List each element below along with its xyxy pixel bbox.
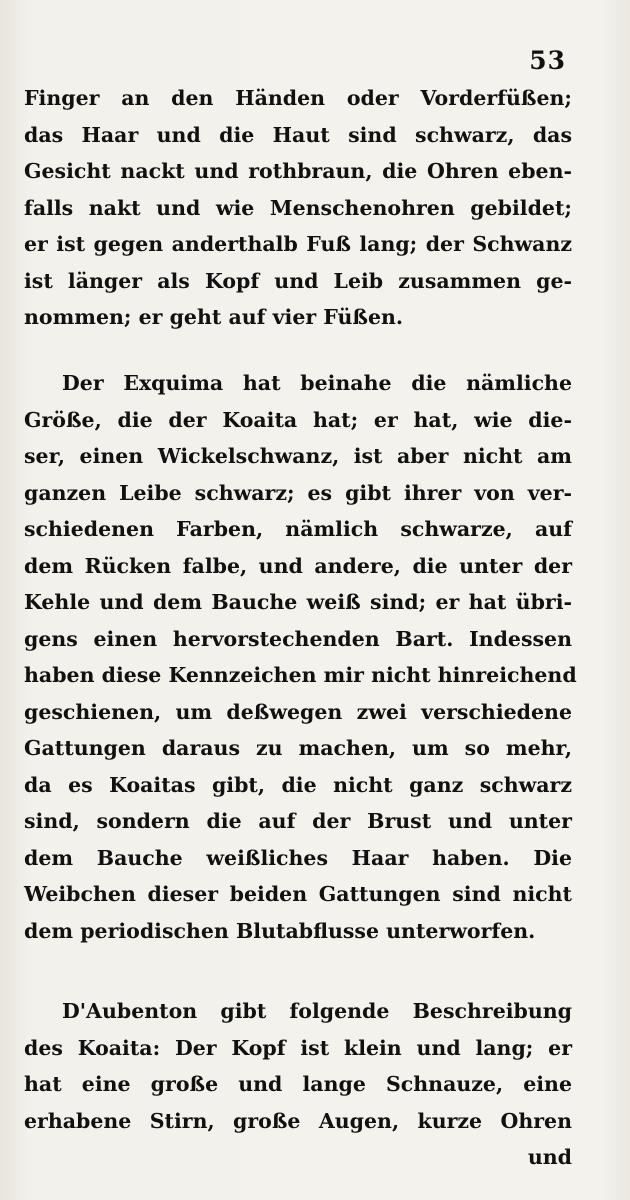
catchword: und xyxy=(527,1145,572,1169)
paragraph-1 xyxy=(24,80,572,336)
text-line: D'Aubenton gibt folgende Beschreibung xyxy=(62,999,572,1023)
text-line: geschienen, um deßwegen zwei verschiedene xyxy=(24,699,572,724)
text-line: Gattungen daraus zu machen, um so mehr, xyxy=(24,736,572,760)
text-line: nommen; er geht auf vier Füßen. xyxy=(24,305,404,329)
text-line: dem Bauche weißliches Haar haben. Die xyxy=(24,845,572,870)
text-line: ser, einen Wickelschwanz, ist aber nicht am xyxy=(24,444,572,468)
text-line: Weibchen dieser beiden Gattungen sind nicht xyxy=(24,882,572,906)
text-line: Finger an den Händen oder Vorderfüßen; xyxy=(24,86,572,110)
text-line: dem periodischen Blutabflusse unterworfen. xyxy=(24,918,536,943)
text-line: da es Koaitas gibt, die nicht ganz schwarz xyxy=(24,772,572,797)
text-line: Gesicht nackt und rothbraun, die Ohren eben- xyxy=(24,159,572,183)
text-line: sind, sondern die auf der Brust und unter xyxy=(24,809,572,833)
text-line: falls nakt und wie Menschenohren gebildet; xyxy=(24,195,572,220)
text-line: Der Exquima hat beinahe die nämliche xyxy=(62,371,572,395)
text-line: erhabene Stirn, große Augen, kurze Ohren xyxy=(24,1108,572,1133)
text-line: hat eine große und lange Schnauze, eine xyxy=(24,1072,572,1096)
page-number: 53 xyxy=(529,46,566,75)
paragraph-3 xyxy=(24,993,572,1176)
text-line: dem Rücken falbe, und andere, die unter der xyxy=(24,553,572,578)
text-line: haben diese Kennzeichen mir nicht hinreichend xyxy=(24,663,577,687)
text-line: ist länger als Kopf und Leib zusammen ge- xyxy=(24,268,572,293)
text-line: er ist gegen anderthalb Fuß lang; der Schwanz xyxy=(24,232,572,256)
text-line: schiedenen Farben, nämlich schwarze, auf xyxy=(24,517,572,541)
text-line: gens einen hervorstechenden Bart. Indessen xyxy=(24,626,572,651)
text-line: des Koaita: Der Kopf ist klein und lang; er xyxy=(24,1035,572,1060)
text-line: das Haar und die Haut sind schwarz, das xyxy=(24,122,572,147)
text-line: Größe, die der Koaita hat; er hat, wie die- xyxy=(24,407,572,432)
text-line: Kehle und dem Bauche weiß sind; er hat übri- xyxy=(24,590,572,614)
text-line: ganzen Leibe schwarz; es gibt ihrer von ver- xyxy=(24,480,572,505)
paragraph-2 xyxy=(24,365,577,949)
